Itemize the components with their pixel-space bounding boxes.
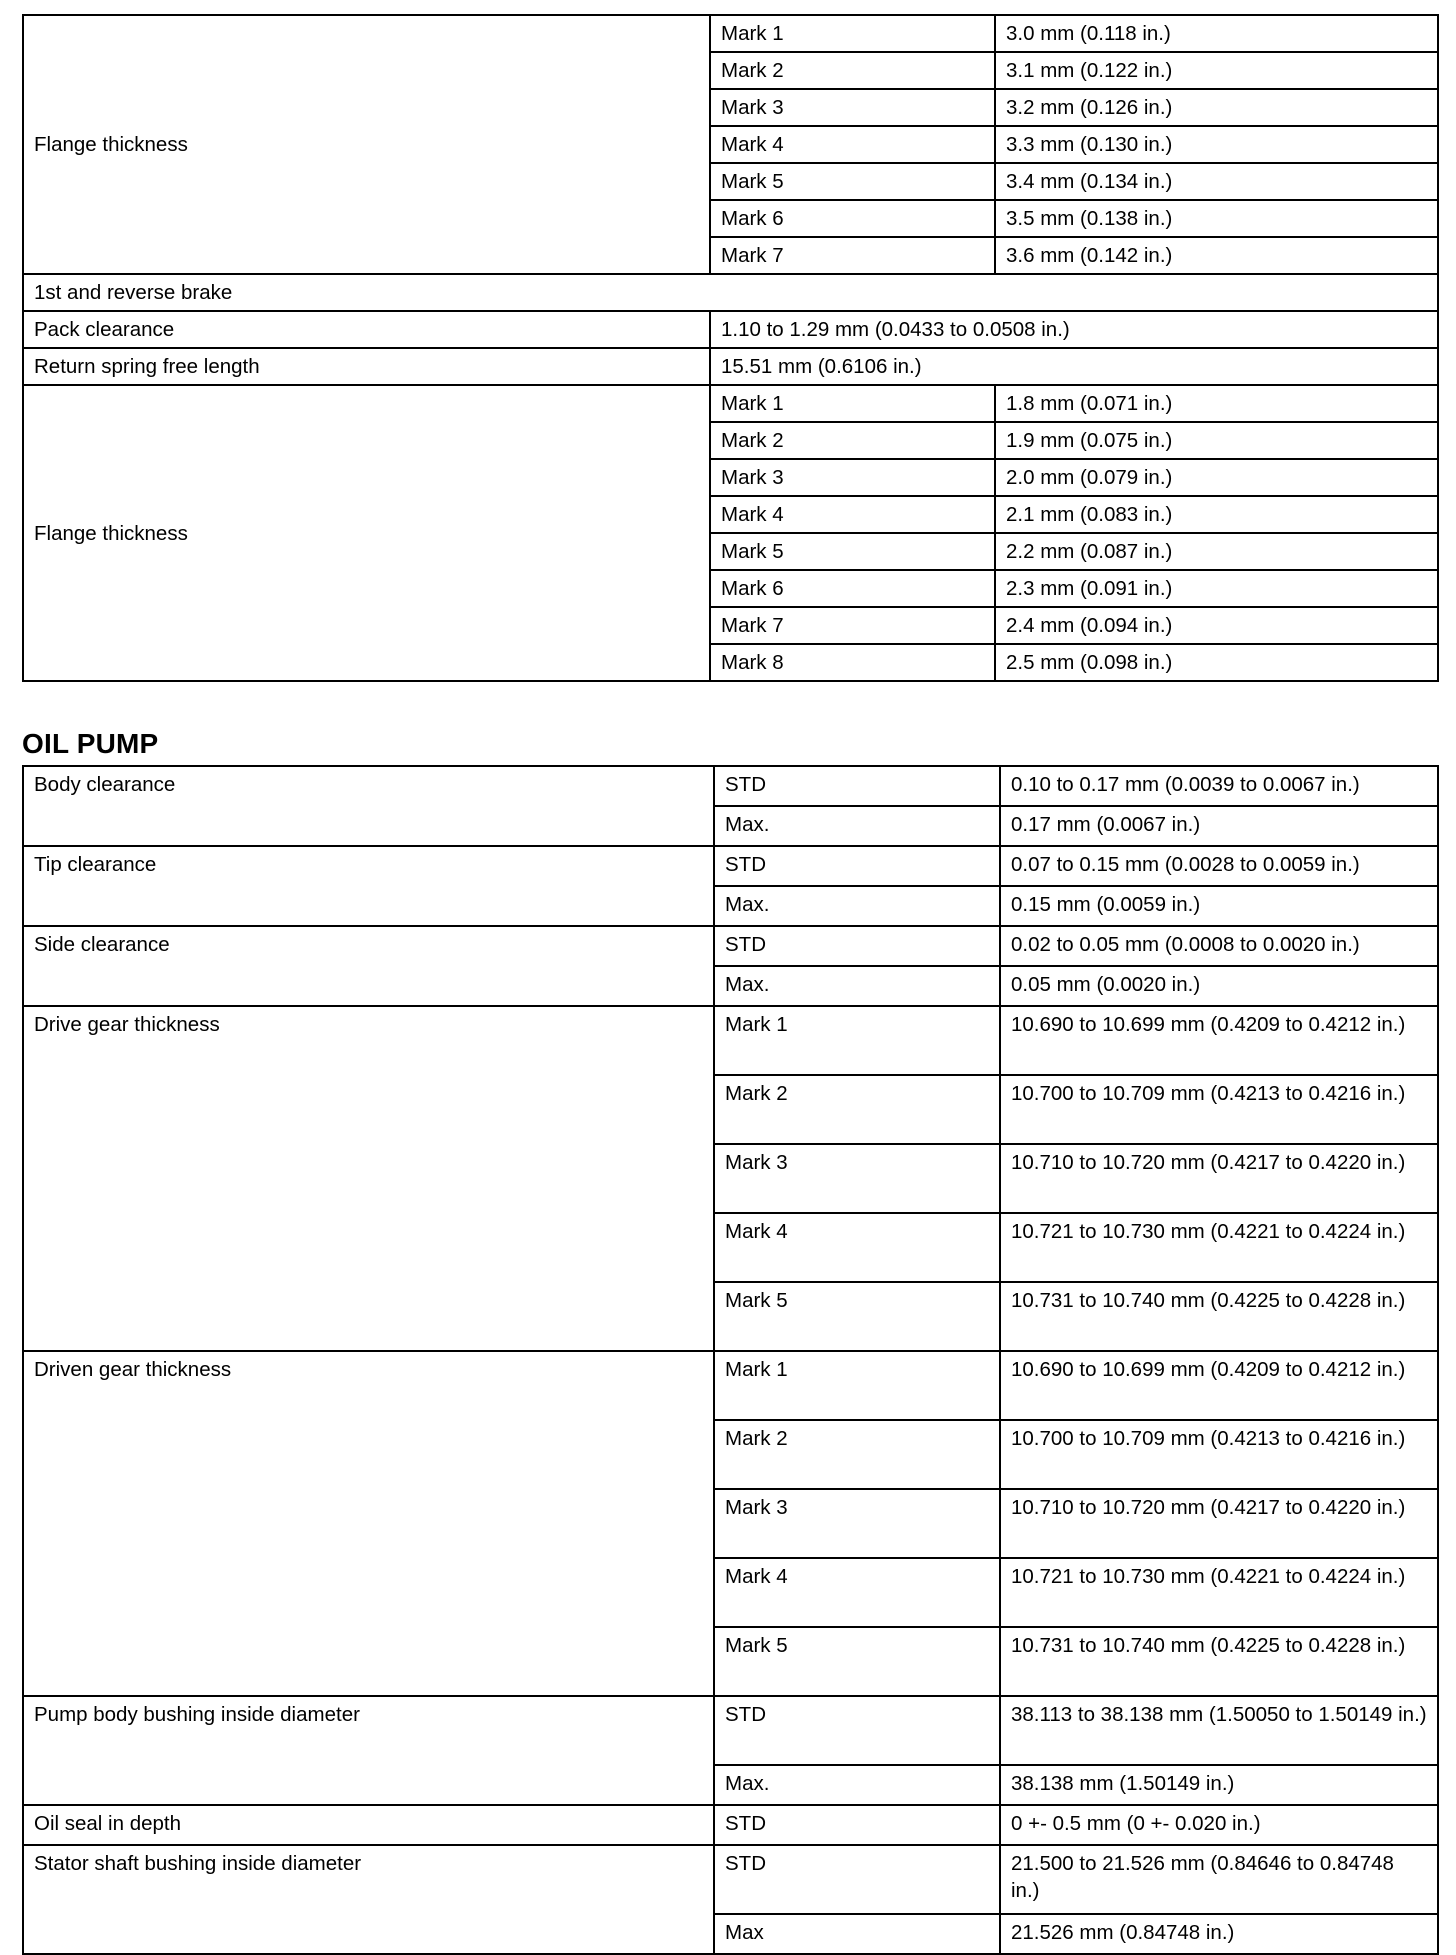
value-cell: 21.500 to 21.526 mm (0.84646 to 0.84748 in.): [1000, 1845, 1438, 1914]
value-cell: 1.10 to 1.29 mm (0.0433 to 0.0508 in.): [710, 311, 1438, 348]
spec-label: Drive gear thickness: [23, 1006, 714, 1351]
key-cell: Mark 3: [714, 1489, 1000, 1558]
value-cell: 10.700 to 10.709 mm (0.4213 to 0.4216 in.): [1000, 1075, 1438, 1144]
value-cell: 0.07 to 0.15 mm (0.0028 to 0.0059 in.): [1000, 846, 1438, 886]
mark-cell: Mark 4: [710, 126, 995, 163]
mark-cell: Mark 2: [710, 422, 995, 459]
key-cell: STD: [714, 926, 1000, 966]
mark-cell: Mark 7: [710, 607, 995, 644]
value-cell: 0 +- 0.5 mm (0 +- 0.020 in.): [1000, 1805, 1438, 1845]
value-cell: 10.721 to 10.730 mm (0.4221 to 0.4224 in.): [1000, 1558, 1438, 1627]
value-cell: 38.113 to 38.138 mm (1.50050 to 1.50149 in.): [1000, 1696, 1438, 1765]
key-cell: Mark 3: [714, 1144, 1000, 1213]
value-cell: 3.4 mm (0.134 in.): [995, 163, 1438, 200]
mark-cell: Mark 3: [710, 89, 995, 126]
table-row: [23, 348, 1438, 385]
value-cell: 10.710 to 10.720 mm (0.4217 to 0.4220 in.): [1000, 1144, 1438, 1213]
mark-cell: Mark 8: [710, 644, 995, 681]
table-row: [23, 385, 1438, 422]
value-cell: 2.5 mm (0.098 in.): [995, 644, 1438, 681]
key-cell: Max.: [714, 1765, 1000, 1805]
key-cell: Mark 1: [714, 1006, 1000, 1075]
value-cell: 10.700 to 10.709 mm (0.4213 to 0.4216 in.): [1000, 1420, 1438, 1489]
key-cell: Mark 4: [714, 1558, 1000, 1627]
value-cell: 3.0 mm (0.118 in.): [995, 15, 1438, 52]
table-row: [23, 766, 1438, 806]
table-row: [23, 1351, 1438, 1420]
key-cell: STD: [714, 1696, 1000, 1765]
oil-pump-spec-table: [22, 765, 1439, 1955]
value-cell: 15.51 mm (0.6106 in.): [710, 348, 1438, 385]
key-cell: Max: [714, 1914, 1000, 1954]
table-row: [23, 1845, 1438, 1914]
value-cell: 10.731 to 10.740 mm (0.4225 to 0.4228 in.): [1000, 1627, 1438, 1696]
value-cell: 1.9 mm (0.075 in.): [995, 422, 1438, 459]
value-cell: 21.526 mm (0.84748 in.): [1000, 1914, 1438, 1954]
table-row: [23, 311, 1438, 348]
key-cell: Mark 5: [714, 1627, 1000, 1696]
mark-cell: Mark 1: [710, 385, 995, 422]
spec-label: Flange thickness: [23, 385, 710, 681]
value-cell: 3.1 mm (0.122 in.): [995, 52, 1438, 89]
mark-cell: Mark 4: [710, 496, 995, 533]
spec-label: Oil seal in depth: [23, 1805, 714, 1845]
clutch-brake-spec-table: [22, 14, 1439, 682]
spec-label: Pump body bushing inside diameter: [23, 1696, 714, 1805]
table-row: [23, 274, 1438, 311]
value-cell: 10.710 to 10.720 mm (0.4217 to 0.4220 in.): [1000, 1489, 1438, 1558]
table-row: [23, 1696, 1438, 1765]
value-cell: 2.3 mm (0.091 in.): [995, 570, 1438, 607]
table-row: [23, 1006, 1438, 1075]
value-cell: 2.2 mm (0.087 in.): [995, 533, 1438, 570]
spec-label: Tip clearance: [23, 846, 714, 926]
table-row: [23, 15, 1438, 52]
subsection-heading: 1st and reverse brake: [23, 274, 1438, 311]
spec-label: Driven gear thickness: [23, 1351, 714, 1696]
key-cell: Mark 1: [714, 1351, 1000, 1420]
spec-label: Return spring free length: [23, 348, 710, 385]
key-cell: Mark 2: [714, 1420, 1000, 1489]
table-row: [23, 846, 1438, 886]
value-cell: 0.15 mm (0.0059 in.): [1000, 886, 1438, 926]
key-cell: STD: [714, 766, 1000, 806]
value-cell: 10.721 to 10.730 mm (0.4221 to 0.4224 in.): [1000, 1213, 1438, 1282]
value-cell: 3.3 mm (0.130 in.): [995, 126, 1438, 163]
spec-label: Flange thickness: [23, 15, 710, 274]
key-cell: Max.: [714, 886, 1000, 926]
value-cell: 0.10 to 0.17 mm (0.0039 to 0.0067 in.): [1000, 766, 1438, 806]
key-cell: STD: [714, 1845, 1000, 1914]
value-cell: 0.17 mm (0.0067 in.): [1000, 806, 1438, 846]
value-cell: 2.1 mm (0.083 in.): [995, 496, 1438, 533]
value-cell: 2.0 mm (0.079 in.): [995, 459, 1438, 496]
value-cell: 3.2 mm (0.126 in.): [995, 89, 1438, 126]
value-cell: 10.690 to 10.699 mm (0.4209 to 0.4212 in.): [1000, 1351, 1438, 1420]
mark-cell: Mark 6: [710, 570, 995, 607]
value-cell: 10.690 to 10.699 mm (0.4209 to 0.4212 in.): [1000, 1006, 1438, 1075]
key-cell: Mark 2: [714, 1075, 1000, 1144]
value-cell: 0.02 to 0.05 mm (0.0008 to 0.0020 in.): [1000, 926, 1438, 966]
mark-cell: Mark 3: [710, 459, 995, 496]
value-cell: 1.8 mm (0.071 in.): [995, 385, 1438, 422]
value-cell: 3.6 mm (0.142 in.): [995, 237, 1438, 274]
mark-cell: Mark 5: [710, 533, 995, 570]
mark-cell: Mark 7: [710, 237, 995, 274]
spec-label: Side clearance: [23, 926, 714, 1006]
key-cell: Mark 4: [714, 1213, 1000, 1282]
mark-cell: Mark 2: [710, 52, 995, 89]
value-cell: 38.138 mm (1.50149 in.): [1000, 1765, 1438, 1805]
mark-cell: Mark 1: [710, 15, 995, 52]
section-title: OIL PUMP: [22, 728, 159, 759]
key-cell: Max.: [714, 806, 1000, 846]
value-cell: 2.4 mm (0.094 in.): [995, 607, 1438, 644]
mark-cell: Mark 5: [710, 163, 995, 200]
table-row: [23, 1805, 1438, 1845]
key-cell: STD: [714, 846, 1000, 886]
value-cell: 3.5 mm (0.138 in.): [995, 200, 1438, 237]
key-cell: Max.: [714, 966, 1000, 1006]
table-row: [23, 926, 1438, 966]
value-cell: 10.731 to 10.740 mm (0.4225 to 0.4228 in.): [1000, 1282, 1438, 1351]
spec-label: Body clearance: [23, 766, 714, 846]
spec-label: Pack clearance: [23, 311, 710, 348]
key-cell: Mark 5: [714, 1282, 1000, 1351]
value-cell: 0.05 mm (0.0020 in.): [1000, 966, 1438, 1006]
mark-cell: Mark 6: [710, 200, 995, 237]
spec-label: Stator shaft bushing inside diameter: [23, 1845, 714, 1954]
key-cell: STD: [714, 1805, 1000, 1845]
